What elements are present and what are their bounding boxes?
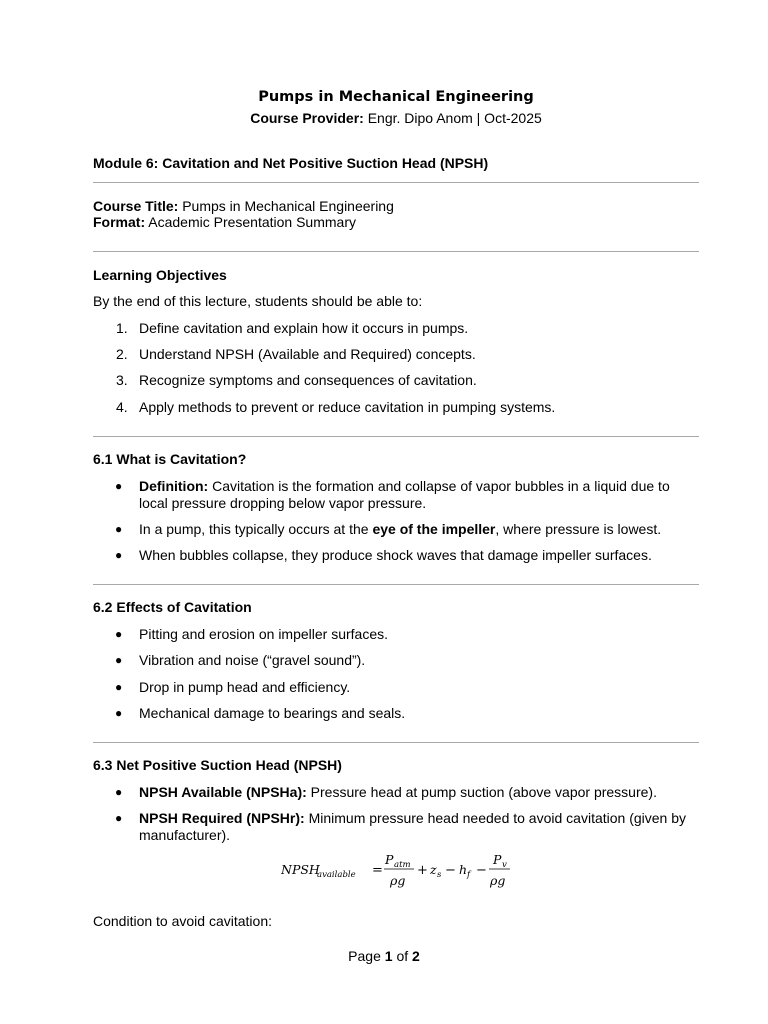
bullet-body: Cavitation is the formation and collapse of vapor bubbles in a liquid due to local pressure dropping below vapor pressure. (139, 478, 670, 511)
bullet-body: Pressure head at pump suction (above vapor pressure). (306, 784, 657, 800)
formula-lhs-sub: available (317, 870, 356, 880)
formula-frac2-den: ρg (490, 873, 506, 888)
format-line (93, 214, 356, 231)
objectives-heading: Learning Objectives (93, 267, 227, 283)
bullet-bold: Definition: (139, 478, 209, 494)
bullet-text (139, 521, 699, 538)
bullet-text (139, 478, 699, 512)
list-number: 3. (116, 372, 128, 388)
bullet-text: Vibration and noise (“gravel sound”). (139, 652, 366, 668)
list-text: Define cavitation and explain how it occurs in pumps. (139, 320, 469, 336)
course-title-line (93, 198, 394, 215)
bullet-icon: ● (115, 479, 123, 493)
bullet-icon: ● (115, 706, 123, 720)
formula-z-sub: s (437, 870, 442, 880)
format-label: Format: (93, 214, 146, 230)
bullet-body: , where pressure is lowest. (495, 521, 662, 537)
list-number: 2. (116, 346, 128, 362)
bullet-icon: ● (115, 627, 123, 641)
page-word: Page (348, 948, 385, 964)
bullet-text: When bubbles collapse, they produce shock waves that damage impeller surfaces. (139, 547, 652, 563)
list-number: 1. (116, 320, 128, 336)
bullet-body: Minimum pressure head needed to avoid cavitation (given by manufacturer). (139, 810, 687, 843)
bullet-text: Drop in pump head and efficiency. (139, 679, 351, 695)
formula-frac1-den: ρg (390, 873, 406, 888)
formula-frac1-num-sub: atm (394, 860, 411, 870)
bullet-icon: ● (115, 811, 123, 825)
bullet-icon: ● (115, 653, 123, 667)
npsh-formula (281, 850, 521, 890)
bullet-text: Mechanical damage to bearings and seals. (139, 705, 406, 721)
formula-minus: − (445, 863, 456, 878)
condition-text: Condition to avoid cavitation: (93, 913, 272, 929)
module-title: Module 6: Cavitation and Net Positive Suction Head (NPSH) (93, 155, 489, 171)
course-title-value: Pumps in Mechanical Engineering (178, 198, 394, 214)
divider (93, 584, 699, 585)
formula-h: h (459, 862, 468, 877)
formula-lhs: NPSH (281, 862, 320, 877)
list-text: Understand NPSH (Available and Required) concepts. (139, 346, 476, 362)
page-number: 1 (384, 948, 393, 964)
section-6-2-heading: 6.2 Effects of Cavitation (93, 599, 252, 615)
divider (93, 251, 699, 252)
bullet-bold: NPSH Required (NPSHr): (139, 810, 305, 826)
formula-z: z (430, 862, 437, 877)
list-text: Recognize symptoms and consequences of cavitation. (139, 372, 477, 388)
section-6-1-heading: 6.1 What is Cavitation? (93, 451, 247, 467)
provider-label: Course Provider: (250, 110, 364, 126)
divider (93, 742, 699, 743)
bullet-text (139, 784, 699, 801)
divider (93, 182, 699, 183)
section-6-3-heading: 6.3 Net Positive Suction Head (NPSH) (93, 757, 342, 773)
page-footer (0, 948, 768, 965)
formula-equals: = (372, 863, 383, 878)
bullet-icon: ● (115, 522, 123, 536)
course-title-label: Course Title: (93, 198, 179, 214)
formula-plus: + (417, 863, 428, 878)
formula-h-sub: f (467, 870, 471, 880)
bullet-icon: ● (115, 680, 123, 694)
page-total: 2 (412, 948, 420, 964)
list-number: 4. (116, 399, 128, 415)
objectives-intro: By the end of this lecture, students should be able to: (93, 293, 423, 309)
formula-minus: − (476, 863, 487, 878)
formula-frac1-num: P (385, 852, 394, 867)
bullet-icon: ● (115, 548, 123, 562)
divider (93, 436, 699, 437)
bullet-text: Pitting and erosion on impeller surfaces. (139, 626, 389, 642)
format-value: Academic Presentation Summary (145, 214, 356, 230)
course-provider-line (93, 110, 699, 127)
bullet-text (139, 810, 699, 844)
formula-frac2-num: P (493, 852, 502, 867)
document-title: Pumps in Mechanical Engineering (258, 89, 534, 105)
provider-value: Engr. Dipo Anom | Oct-2025 (363, 110, 542, 126)
bullet-bold: eye of the impeller (372, 521, 496, 537)
bullet-body: In a pump, this typically occurs at the (139, 521, 373, 537)
bullet-bold: NPSH Available (NPSHa): (139, 784, 307, 800)
formula-frac2-num-sub: v (502, 860, 507, 870)
bullet-icon: ● (115, 785, 123, 799)
list-text: Apply methods to prevent or reduce cavitation in pumping systems. (139, 399, 556, 415)
of-word: of (392, 948, 413, 964)
